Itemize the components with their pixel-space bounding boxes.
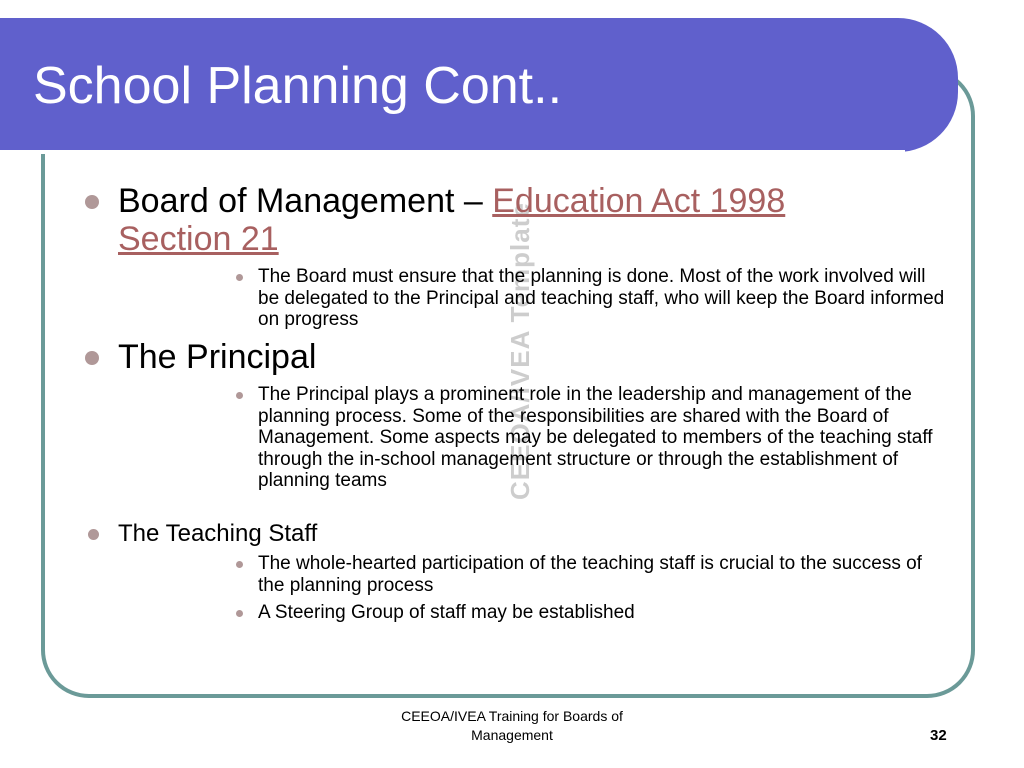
sub-bullet-text: The Board must ensure that the planning is done. Most of the work involved will be delegated to the Principal and teaching staff, who will keep the Board informed on progress	[258, 266, 945, 330]
bullet-heading: The Teaching Staff	[118, 520, 318, 547]
sub-bullet-text: The whole-hearted participation of the teaching staff is crucial to the success of the planning process	[258, 553, 922, 596]
bullet-the-principal	[118, 338, 938, 376]
section-21-link[interactable]: Section 21	[118, 220, 279, 258]
sub-bullet-dot	[236, 610, 243, 617]
sub-bullet	[258, 266, 948, 331]
bullet-the-teaching-staff	[118, 521, 938, 547]
sub-bullet	[258, 384, 948, 492]
sub-bullet-dot	[236, 561, 243, 568]
sub-bullet-text: The Principal plays a prominent role in the leadership and management of the planning process. Some of the responsibilities are shared with the Board of Management. Some aspects may be delegated to members of the teaching staff through the in-school management structure or through the establishment of planning teams	[258, 384, 933, 491]
sub-bullet	[258, 553, 948, 596]
bullet-heading: The Principal	[118, 338, 317, 376]
sub-bullet	[258, 602, 948, 624]
watermark: CEEOA/IVEA Template	[505, 202, 535, 500]
bullet-dot	[85, 351, 99, 365]
sub-bullet-dot	[236, 274, 243, 281]
slide-title: School Planning Cont..	[33, 57, 563, 115]
education-act-link[interactable]: Education Act 1998	[492, 182, 786, 220]
sub-bullet-dot	[236, 392, 243, 399]
page-number: 32	[930, 727, 947, 744]
footer-text: CEEOA/IVEA Training for Boards of Management	[401, 708, 623, 743]
bullet-board-of-management	[118, 182, 938, 258]
bullet-dot	[88, 529, 99, 540]
sub-bullet-text: A Steering Group of staff may be established	[258, 602, 635, 623]
bullet-dot	[85, 195, 99, 209]
bullet-heading: Board of Management –	[118, 182, 493, 220]
